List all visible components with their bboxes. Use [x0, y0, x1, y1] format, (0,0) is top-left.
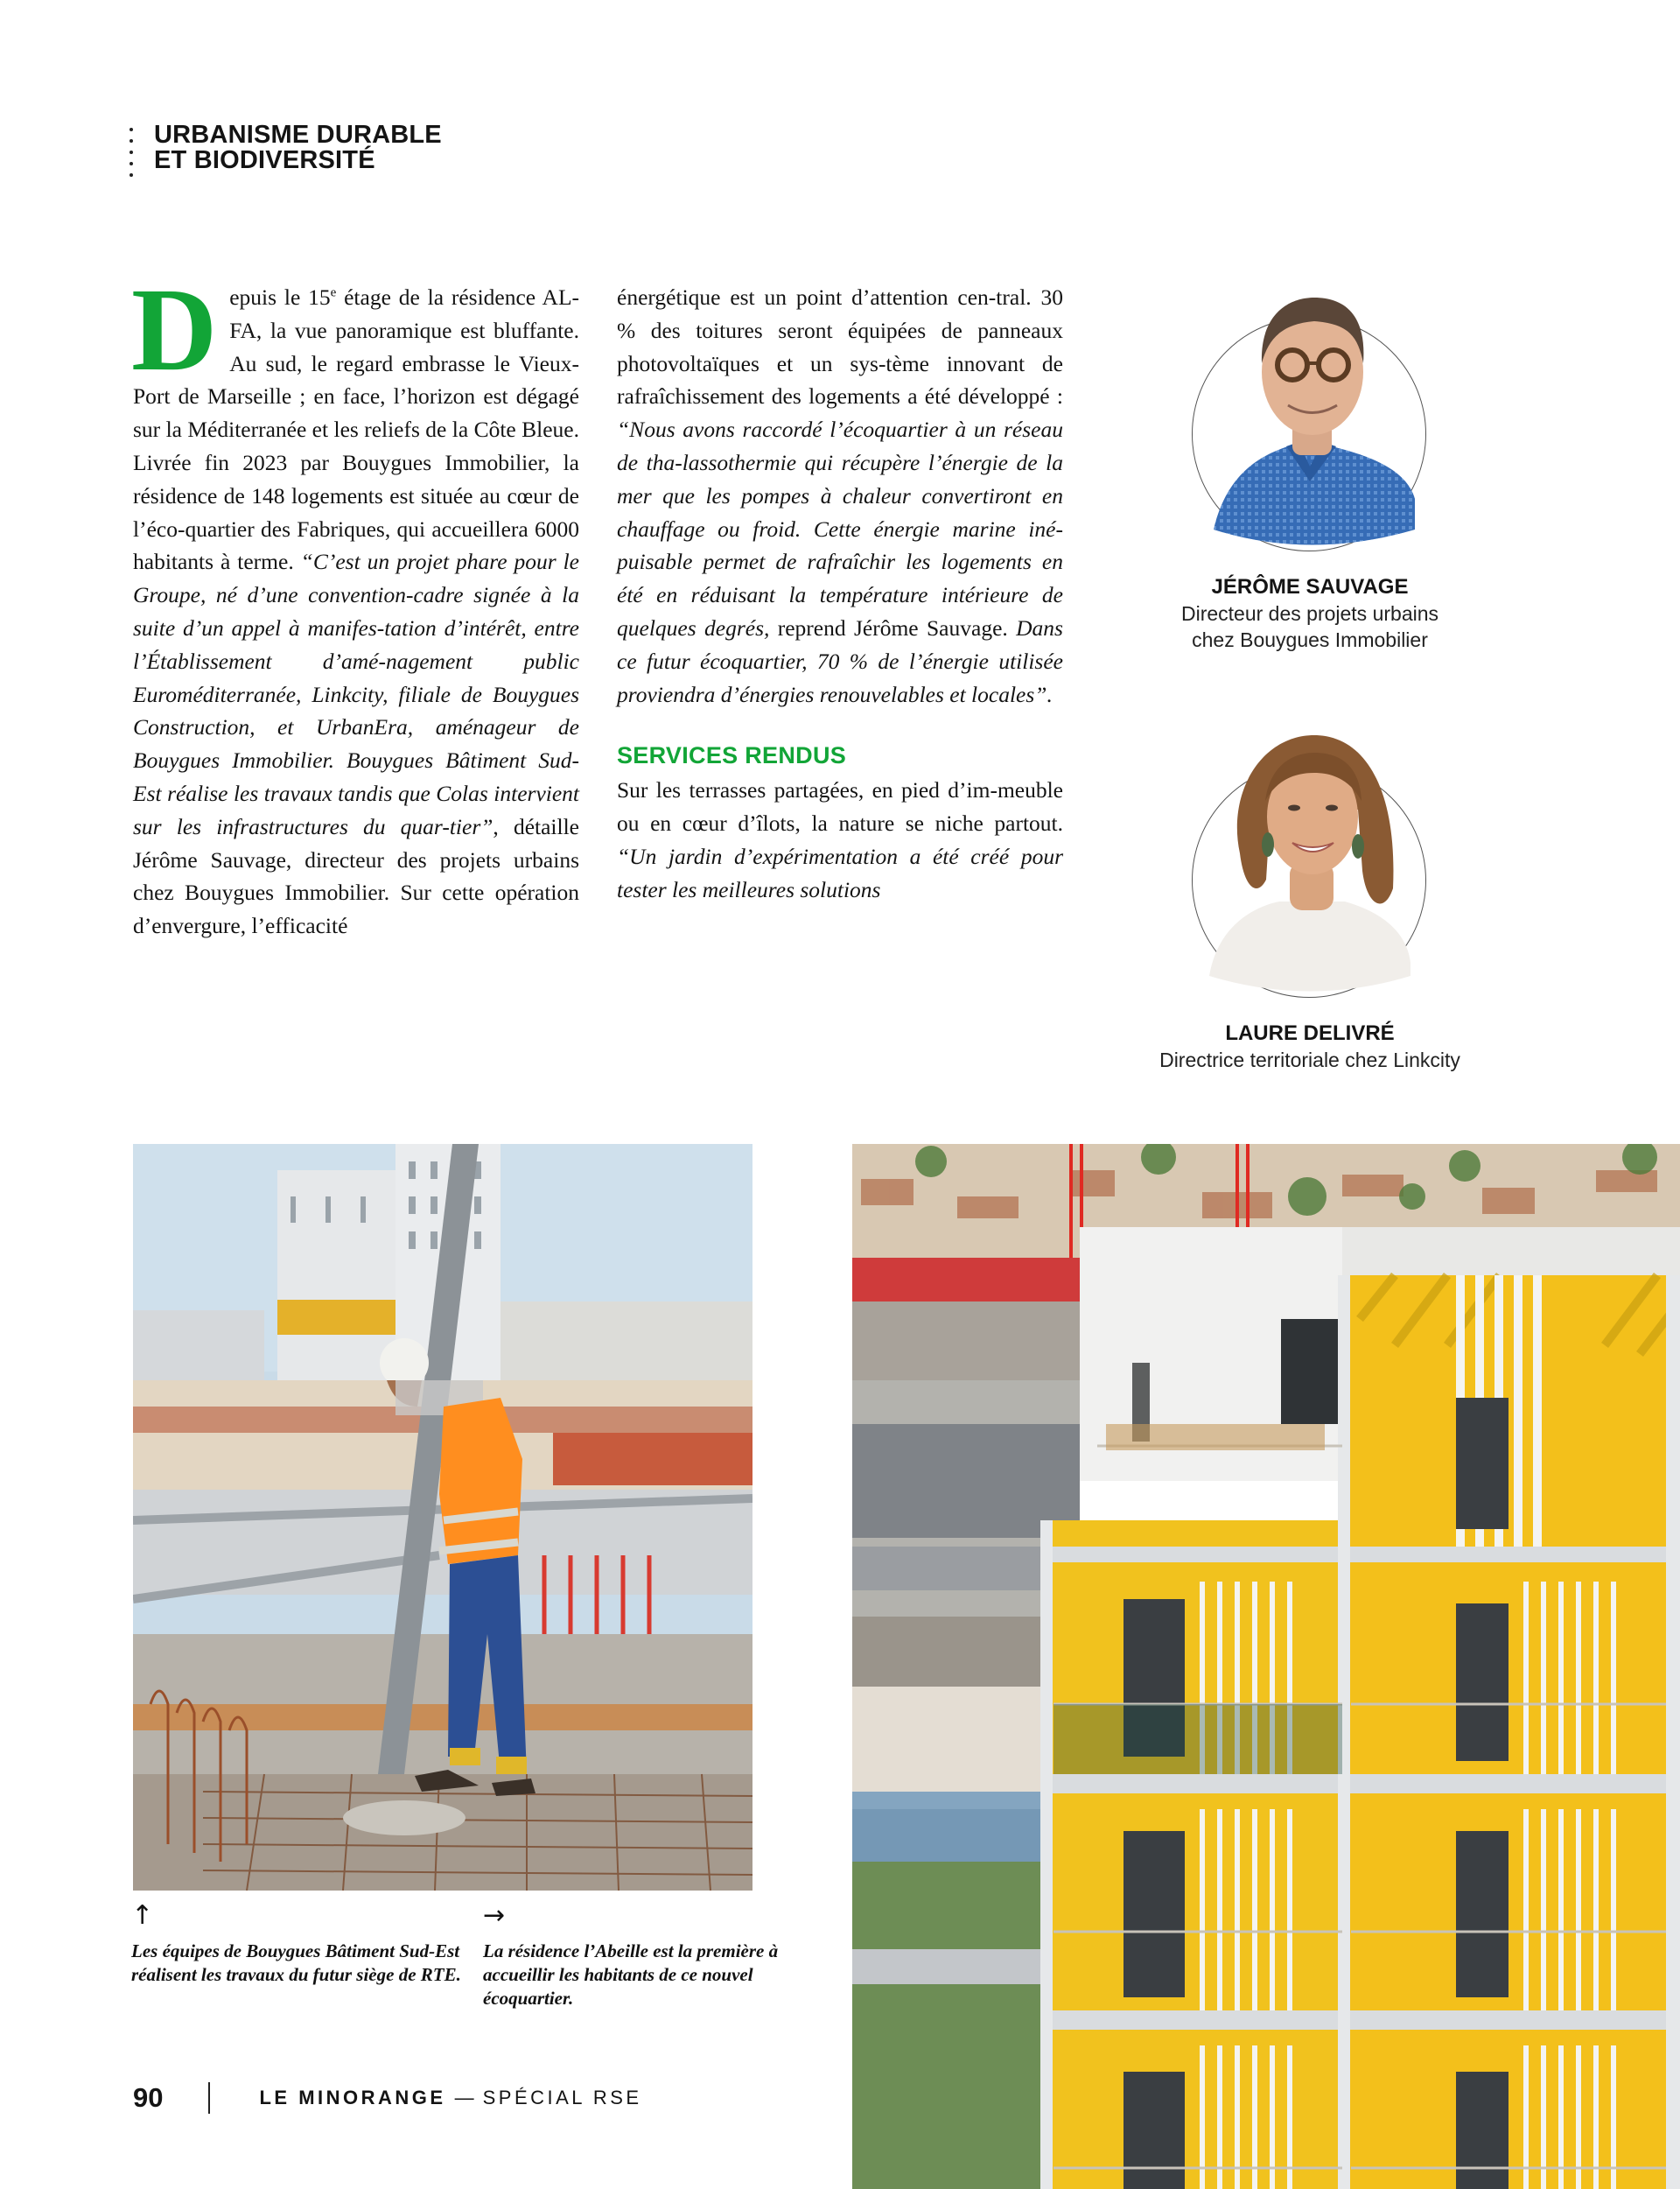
drop-cap: D: [131, 264, 218, 396]
arrow-up-icon: ↑: [131, 1900, 154, 1931]
page-number: 90: [133, 2082, 164, 2113]
text-run: Sur les terrasses partagées, en pied d’im-meuble ou en cœur d’îlots, la nature se niche partout.: [617, 777, 1063, 837]
section-rubric: [130, 123, 442, 177]
portrait-frame: [1192, 761, 1428, 998]
residence-abeille-photo: [852, 1144, 1680, 2189]
portrait-frame: [1192, 315, 1428, 551]
photo-caption-text: Les équipes de Bouygues Bâtiment Sud-Est réalisent les travaux du futur siège de RTE.: [131, 1940, 461, 1985]
article-column-2: [617, 281, 1063, 907]
portrait-man-image: [1192, 267, 1428, 551]
portrait-role-line: Directrice territoriale chez Linkcity: [1159, 1049, 1460, 1071]
ordinal-superscript: e: [330, 285, 337, 300]
photo-caption-right: [483, 1901, 816, 2010]
page-footer: [133, 2082, 642, 2114]
section-title: [154, 123, 442, 173]
portrait-role-line: chez Bouygues Immobilier: [1192, 628, 1428, 651]
article-paragraph: [617, 281, 1063, 711]
portrait-name: LAURE DELIVRÉ: [1225, 1021, 1395, 1045]
portrait-role: [1126, 1047, 1494, 1073]
dotted-line-icon: [130, 128, 135, 177]
text-run: énergétique est un point d’attention cen-tral. 30 % des toitures seront équipées de panneaux photovoltaïques et un sys-tème innovant de rafraîchissement des logements a été développé :: [617, 284, 1063, 410]
quote-run: “Nous avons raccordé l’écoquartier à un réseau de tha-lassothermie qui récupère l’énergie de la mer que les pompes à chaleur convertiront en chauffage ou froid. Cette énergie marine iné-puisable permet de rafraîchir les logements en été en réduisant la température intérieure de quelques degrés,: [617, 417, 1063, 641]
article-paragraph: [131, 264, 580, 943]
portrait-laure-delivre: [1159, 761, 1460, 1073]
section-title-line1: URBANISME DURABLE: [154, 121, 442, 149]
portrait-role-line: Directeur des projets urbains: [1180, 602, 1439, 625]
edition-name: SPÉCIAL RSE: [482, 2087, 642, 2108]
text-run: étage de la résidence AL-FA, la vue panoramique est bluffante. Au sud, le regard embrasse le Vieux-Port de Marseille ; en face, l’horizon est dégagé sur la Méditerranée et les reliefs de la Côte Bleue. Livrée fin 2023 par Bouygues Immobilier, la résidence de 148 logements est située au cœur de l’éco-quartier des Fabriques, qui accueillera 6000 habitants à terme.: [133, 284, 580, 575]
quote-run: “C’est un projet phare pour le Groupe, né d’une convention-cadre signée à la suite d’un appel à manifes-tation d’intérêt, entre l’Établissement d’amé-nagement public Euroméditerranée, Linkcity, filiale de Bouygues Construction, et UrbanEra, aménageur de Bouygues Immobilier. Bouygues Bâtiment Sud-Est réalise les travaux tandis que Colas intervient sur les infrastructures du quar-tier”: [133, 549, 579, 839]
construction-worker-photo: [133, 1144, 752, 1891]
quote-run: “Un jardin d’expérimentation a été créé pour tester les meilleures solutions: [617, 843, 1063, 902]
section-title-line2: ET BIODIVERSITÉ: [154, 146, 375, 174]
text-run: reprend Jérôme Sauvage.: [769, 614, 1017, 641]
text-run: , détaille Jérôme Sauvage, directeur des projets urbains chez Bouygues Immobilier. Sur cette opération d’envergure, l’efficacité: [133, 813, 579, 939]
portrait-name: JÉRÔME SAUVAGE: [1211, 575, 1409, 599]
article-column-1: [131, 264, 580, 943]
footer-dash: —: [454, 2087, 474, 2108]
portrait-role: [1126, 600, 1494, 653]
subheading: SERVICES RENDUS: [617, 742, 847, 769]
article-paragraph: [617, 774, 1063, 906]
portrait-jerome-sauvage: [1180, 315, 1439, 653]
footer-divider: [208, 2082, 210, 2114]
portrait-woman-image: [1192, 713, 1428, 998]
photo-caption-text: La résidence l’Abeille est la première à accueillir les habitants de ce nouvel écoquartier.: [483, 1940, 779, 2009]
photo-caption-left: [131, 1901, 464, 1987]
quote-run: Dans ce futur écoquartier, 70 % de l’énergie utilisée proviendra d’énergies renouvelables et locales”.: [617, 614, 1063, 707]
arrow-right-icon: →: [483, 1900, 506, 1931]
publication-name: LE MINORANGE: [259, 2087, 446, 2108]
text-run: epuis le 15: [229, 284, 331, 310]
